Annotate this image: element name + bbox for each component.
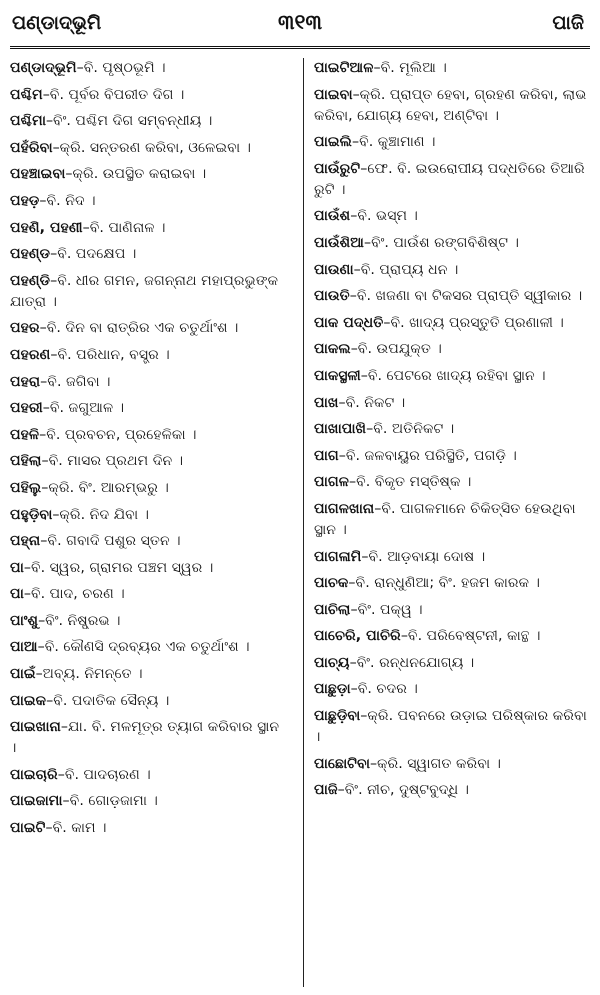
entry-definition: –ବି. ପୃଷ୍ଠଭୂମି ।	[76, 60, 166, 76]
entry-headword: ପାଇକ	[10, 692, 47, 709]
entry-definition: –ଯା. ବି. ମଳମୂତ୍ର ତ୍ୟାଗ କରିବାର ସ୍ଥାନ ।	[10, 719, 280, 757]
dictionary-entry	[314, 573, 594, 594]
entry-headword: ପଶ୍ଚିମା	[10, 113, 46, 130]
dictionary-entry	[314, 313, 594, 334]
entry-definition: –ବି. ନିଦ ।	[39, 192, 96, 209]
dictionary-entry	[314, 85, 594, 127]
entry-definition: –ବି. ସ୍ୱର, ଗ୍ରାମର ପଞ୍ଚମ ସ୍ୱର ।	[23, 559, 214, 576]
entry-definition: –ବି. ଜଗୁଆଳ ।	[42, 400, 125, 417]
entry-definition: –ଫେ. ବି. ଇଉରୋପୀୟ ପଦ୍ଧତିରେ ତିଆରି ରୁଟି ।	[314, 160, 585, 198]
header-rule	[10, 46, 590, 49]
entry-definition: –ବି. ମୂଲିଆ ।	[373, 60, 447, 76]
entry-definition: –ବି. ଉପଯୁକ୍ତ ।	[350, 341, 442, 358]
entry-definition: –ବିଂ. ପାଉଁଶ ରଙ୍ଗବିଶିଷ୍ଟ ।	[363, 234, 519, 251]
dictionary-entry	[10, 138, 290, 159]
entry-definition: –କ୍ରି. ପ୍ରାପ୍ତ ହେବା, ଗ୍ରହଣ କରିବା, ଲାଭ କରିବା, ଯୋଗ୍ୟ ହେବା, ଅଣ୍ଟିବା ।	[314, 86, 587, 124]
entry-headword: ପାଛୁଡ଼ା	[314, 681, 351, 698]
entry-headword: ପାଉଁଶ	[314, 208, 351, 225]
entry-definition: –ବି. ପାଦ, ଚରଣ ।	[23, 586, 125, 603]
entry-headword: ପହର	[10, 320, 40, 337]
dictionary-entry	[314, 600, 594, 621]
dictionary-entry	[314, 206, 594, 227]
dictionary-entry	[10, 191, 290, 212]
dictionary-entry	[10, 818, 290, 839]
dictionary-entry	[10, 611, 290, 632]
entry-headword: ପହଡ଼	[10, 192, 40, 209]
entry-definition: –ବି. ଖାଦ୍ୟ ପ୍ରସ୍ତୁତି ପ୍ରଣାଳୀ ।	[383, 314, 564, 331]
entry-definition: –ବି. ନିକଟ ।	[338, 394, 406, 411]
dictionary-entry	[10, 271, 290, 313]
entry-definition: –ବି. ପଦାତିକ ସୈନ୍ୟ ।	[46, 692, 170, 709]
dictionary-entry	[10, 318, 290, 339]
dictionary-entry	[314, 419, 594, 440]
entry-definition: –ବିଂ. ରନ୍ଧନଯୋଗ୍ୟ ।	[349, 654, 475, 671]
dictionary-entry	[314, 159, 594, 201]
entry-headword: ପାଗଳ	[314, 474, 349, 491]
dictionary-entry	[10, 717, 290, 759]
entry-definition: –ବି. ଜଳବାୟୁର ପରିସ୍ଥିତି, ପଗଡ଼ି ।	[338, 447, 517, 464]
entry-headword: ପହଣ୍ଡ	[10, 246, 51, 263]
entry-headword: ପାଆ	[10, 639, 38, 656]
entry-headword: ପଣ୍ଡାଦ୍‌ଭୂମି	[10, 60, 77, 76]
entry-headword: ପାଛୋଟିବା	[314, 755, 370, 772]
dictionary-entry	[10, 637, 290, 658]
entry-definition: –ବି. ଧୀର ଗମନ, ଜଗନ୍ନାଥ ମହାପ୍ରଭୁଙ୍କ ଯାତ୍ରା ।	[10, 272, 279, 310]
entry-definition: –ବି. ଗୋଡ଼ଜାମା ।	[62, 793, 158, 810]
left-column	[10, 58, 290, 845]
dictionary-entry	[10, 451, 290, 472]
dictionary-entry	[314, 472, 594, 493]
dictionary-entry	[314, 339, 594, 360]
entry-definition: –ବି. ପ୍ରବଚନ, ପ୍ରହେଳିକା ।	[39, 426, 197, 443]
dictionary-entry	[10, 478, 290, 499]
entry-definition: –ବି. ଗବାଦି ପଶୁର ସ୍ତନ ।	[40, 533, 181, 550]
entry-definition: –କ୍ରି. ଉପସ୍ଥିତ କରାଇବା ।	[65, 166, 207, 183]
dictionary-entry	[10, 791, 290, 812]
dictionary-entry	[314, 286, 594, 307]
dictionary-entry	[10, 111, 290, 132]
dictionary-entry	[10, 85, 290, 106]
entry-definition: –ବି. କୌଣସି ଦ୍ରବ୍ୟର ଏକ ଚତୁର୍ଥାଂଶ ।	[37, 639, 250, 656]
entry-headword: ପାଇଚାରି	[10, 766, 58, 783]
dictionary-entry	[10, 584, 290, 605]
entry-headword: ପହୁଡ଼ିବା	[10, 506, 53, 523]
entry-definition: –ବି. ଆଡ଼ବାୟା ଦୋଷ ।	[361, 548, 486, 565]
entry-definition: –ବି. ଚଦର ।	[350, 681, 418, 698]
entry-definition: –ବି. ରାନ୍ଧୁଣିଆ; ବିଂ. ହଜମ କାରକ ।	[348, 575, 541, 592]
entry-definition: –ବିଂ. ପଶ୍ଚିମ ଦିଗ ସମ୍ବନ୍ଧୀୟ ।	[45, 113, 213, 130]
dictionary-entry	[10, 372, 290, 393]
entry-headword: ପାଚକ	[314, 575, 349, 592]
dictionary-entry	[10, 691, 290, 712]
entry-definition: –ବିଂ. ପକ୍ୱ ।	[350, 601, 423, 618]
entry-definition: –ବି. ଖଜଣା ବା ଟିକସର ପ୍ରାପ୍ତି ସ୍ୱୀକାର ।	[349, 288, 583, 305]
dictionary-entry	[10, 531, 290, 552]
entry-definition: –ବି. କାମ ।	[45, 820, 107, 837]
entry-headword: ପହିଲୁ	[10, 479, 42, 496]
entry-headword: ପହଣି, ପହଣୀ	[10, 219, 83, 236]
page-number: ୩୧୩	[278, 10, 322, 34]
dictionary-entry	[10, 664, 290, 685]
dictionary-entry	[314, 780, 594, 801]
entry-headword: ପାଂଶୁ	[10, 612, 39, 629]
entry-definition: –କ୍ରି. ନିଦ ଯିବା ।	[52, 506, 149, 523]
entry-headword: ପାଗ	[314, 447, 339, 464]
entry-headword: ପାକ ପଦ୍ଧତି	[314, 314, 384, 331]
entry-definition: –ବି. ପାଗଳମାନେ ଚିକିତ୍ସିତ ହେଉଥିବା ସ୍ଥାନ ।	[314, 500, 576, 538]
entry-headword: ପାଇଜାମା	[10, 793, 63, 810]
entry-headword: ପାଉଣା	[314, 261, 354, 278]
dictionary-entry	[314, 706, 594, 748]
entry-definition: –କ୍ରି. ବିଂ. ଆରମ୍ଭରୁ ।	[41, 479, 169, 496]
guide-word-last: ପାଜି	[552, 12, 584, 34]
entry-definition: –ବି. ଦିନ ବା ରାତ୍ରିର ଏକ ଚତୁର୍ଥାଂଶ ।	[39, 320, 239, 337]
entry-headword: ପାଚିଲା	[314, 601, 351, 618]
dictionary-entry	[314, 547, 594, 568]
dictionary-entry	[314, 626, 594, 647]
entry-definition: –ବି. ବିକୃତ ମସ୍ତିଷ୍କ ।	[349, 474, 472, 491]
entry-definition: –ବିଂ. ନିଷ୍ପ୍ରଭ ।	[38, 612, 121, 629]
dictionary-entry	[10, 345, 290, 366]
entry-headword: ପାଇଟିଆଳ	[314, 60, 374, 76]
entry-definition: –ବି. ଜଗିବା ।	[40, 373, 111, 390]
dictionary-entry	[10, 218, 290, 239]
entry-definition: –ଅବ୍ୟ. ନିମନ୍ତେ ।	[35, 666, 143, 683]
entry-definition: –ବି. ମାସର ପ୍ରଥମ ଦିନ ।	[41, 453, 184, 470]
entry-headword: ପହରା	[10, 373, 41, 390]
entry-headword: ପହରୀ	[10, 400, 43, 417]
entry-headword: ପହଣ୍ଡି	[10, 272, 51, 289]
entry-definition: –ବି. ପାଦଚାରଣ ।	[57, 766, 151, 783]
entry-headword: ପାଖାପାଖି	[314, 421, 367, 438]
dictionary-entry	[314, 366, 594, 387]
entry-definition: –ବିଂ. ନୀଚ, ଦୁଷ୍ଟବୁଦ୍ଧି ।	[337, 782, 470, 799]
entry-headword: ପାଖ	[314, 394, 339, 411]
entry-headword: ପାକସ୍ଥଳୀ	[314, 367, 361, 384]
entry-definition: –କ୍ରି. ସନ୍ତରଣ କରିବା, ଓଳେଇବା ।	[52, 139, 251, 156]
dictionary-entry	[314, 653, 594, 674]
entry-headword: ପହଳି	[10, 426, 40, 443]
entry-headword: ପହିଲା	[10, 453, 42, 470]
entry-definition: –ବି. ପୂର୍ବର ବିପରୀତ ଦିଗ ।	[42, 86, 185, 103]
dictionary-entry	[10, 765, 290, 786]
entry-headword: ପାଗଳଖାନା	[314, 500, 375, 517]
entry-headword: ପାଉଁରୁଟି	[314, 160, 361, 177]
dictionary-entry	[314, 58, 594, 79]
dictionary-entry	[10, 505, 290, 526]
dictionary-entry	[10, 398, 290, 419]
entry-headword: ପାଇଁ	[10, 666, 36, 683]
entry-definition: –ବି. ପେଟରେ ଖାଦ୍ୟ ରହିବା ସ୍ଥାନ ।	[360, 367, 546, 384]
entry-headword: ପାଗଳାମି	[314, 548, 362, 565]
entry-headword: ପହ୍ନା	[10, 533, 41, 550]
entry-headword: ପାଇଟି	[10, 820, 46, 837]
entry-headword: ପା	[10, 586, 24, 603]
entry-headword: ପାଜି	[314, 782, 338, 799]
dictionary-entry	[314, 446, 594, 467]
entry-headword: ପାଉଁଶିଆ	[314, 234, 364, 251]
entry-headword: ପାଇଲି	[314, 134, 352, 151]
entry-headword: ପାଚେରି, ପାଚିରି	[314, 628, 401, 645]
entry-headword: ପାକଲ	[314, 341, 351, 358]
dictionary-entry	[314, 393, 594, 414]
dictionary-entry	[10, 58, 290, 79]
entry-headword: ପାଚ୍ୟ	[314, 654, 350, 671]
entry-headword: ପାଛୁଡ଼ିବା	[314, 708, 361, 725]
entry-headword: ପାଇବା	[314, 86, 353, 103]
entry-definition: –ବି. ଭସ୍ମ ।	[350, 208, 418, 225]
dictionary-entry	[10, 558, 290, 579]
entry-headword: ପହରଣ	[10, 346, 51, 363]
entry-definition: –ବି. ପରିଧାନ, ବସ୍ତ୍ର ।	[50, 346, 170, 363]
entry-definition: –କ୍ରି. ପବନରେ ଉଡ଼ାଇ ପରିଷ୍କାର କରିବା ।	[314, 708, 587, 746]
dictionary-entry	[314, 679, 594, 700]
dictionary-entry	[314, 754, 594, 775]
right-column	[314, 58, 594, 807]
dictionary-entry	[314, 132, 594, 153]
entry-definition: –ବି. କୁଞ୍ଚାମାଣ ।	[352, 134, 436, 151]
dictionary-entry	[314, 233, 594, 254]
dictionary-entry	[314, 499, 594, 541]
dictionary-entry	[10, 164, 290, 185]
entry-definition: –କ୍ରି. ସ୍ୱାଗତ କରିବା ।	[369, 755, 502, 772]
entry-definition: –ବି. ପଦକ୍ଷେପ ।	[50, 246, 137, 263]
entry-headword: ପା	[10, 559, 24, 576]
page-header	[0, 0, 600, 46]
entry-definition: –ବି. ପ୍ରାପ୍ୟ ଧନ ।	[353, 261, 459, 278]
entry-headword: ପାଉତି	[314, 288, 350, 305]
guide-word-first: ପଣ୍ଡାଦ୍‌ଭୂମି	[12, 12, 102, 34]
entry-headword: ପହଁରିବା	[10, 139, 53, 156]
column-divider	[303, 58, 304, 987]
entry-headword: ପହଞ୍ଚାଇବା	[10, 166, 66, 183]
entry-definition: –ବି. ପାଣିନାଳ ।	[82, 219, 166, 236]
entry-headword: ପାଇଖାନା	[10, 719, 61, 736]
entry-definition: –ବି. ଅତିନିକଟ ।	[366, 421, 455, 438]
entry-headword: ପଶ୍ଚିମ	[10, 86, 43, 103]
dictionary-entry	[10, 244, 290, 265]
dictionary-entry	[10, 425, 290, 446]
entry-definition: –ବି. ପରିବେଷ୍ଟନୀ, କାନ୍ଥ ।	[400, 628, 541, 645]
dictionary-entry	[314, 260, 594, 281]
